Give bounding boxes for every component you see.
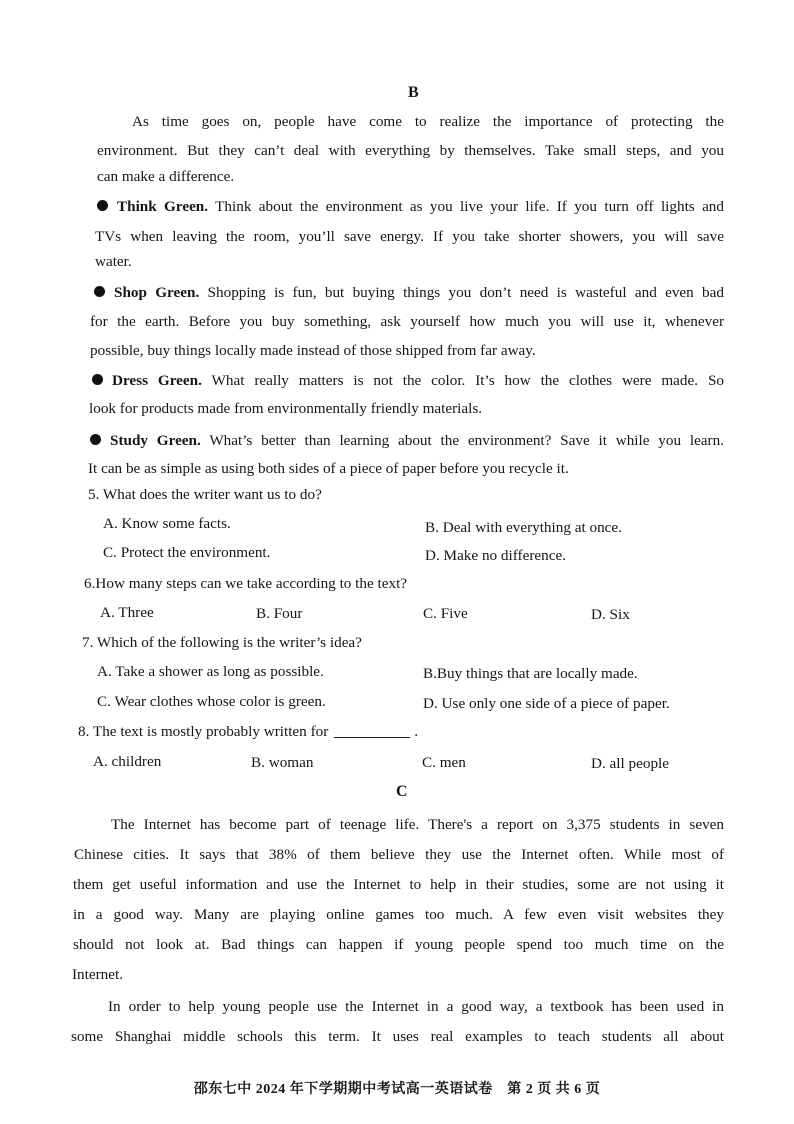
bullet-icon [94, 286, 105, 297]
tip-study-green-line-2: It can be as simple as using both sides of a piece of paper before you recycle it. [88, 460, 569, 477]
q6-option-d: D. Six [591, 606, 630, 623]
q5-option-a: A. Know some facts. [103, 515, 231, 532]
tip-study-green [90, 431, 724, 451]
tip-shop-green [94, 283, 724, 303]
bullet-icon [90, 434, 101, 445]
section-c-p2-line-1: In order to help young people use the Internet in a good way, a textbook has been used in [108, 998, 724, 1015]
q7-option-d: D. Use only one side of a piece of paper. [423, 695, 670, 712]
section-c-p1-line-5: should not look at. Bad things can happen if young people spend too much time on the [73, 936, 724, 953]
q6-option-b: B. Four [256, 605, 303, 622]
q7-option-b: B.Buy things that are locally made. [423, 665, 638, 682]
section-c-p2-line-2: some Shanghai middle schools this term. It uses real examples to teach students all about [71, 1028, 724, 1045]
q8-option-b: B. woman [251, 754, 314, 771]
question-7-stem: 7. Which of the following is the writer’s idea? [82, 634, 362, 651]
tip-think-green [97, 197, 724, 217]
question-6-stem: 6.How many steps can we take according to the text? [84, 575, 408, 592]
q7-option-c: C. Wear clothes whose color is green. [97, 693, 326, 710]
q8-stem-end: . [414, 723, 419, 740]
tip-title: Dress Green. [112, 372, 202, 389]
section-b-heading: B [408, 84, 419, 101]
tip-dress-green [92, 371, 724, 391]
tip-text: Think about the environment as you live your life. If you turn off lights and [208, 198, 724, 215]
tip-title: Think Green. [117, 198, 209, 215]
q7-option-a: A. Take a shower as long as possible. [97, 663, 324, 680]
q8-option-d: D. all people [591, 755, 670, 772]
tip-title: Shop Green. [114, 284, 200, 301]
section-c-p1-line-6: Internet. [72, 966, 124, 983]
tip-shop-green-line-3: possible, buy things locally made instead of those shipped from far away. [90, 342, 536, 359]
q6-option-a: A. Three [100, 604, 154, 621]
tip-title: Study Green. [110, 432, 201, 449]
q8-option-c: C. men [422, 754, 466, 771]
intro-line-1: As time goes on, people have come to realize the importance of protecting the [132, 113, 724, 130]
tip-think-green-line-3: water. [95, 253, 132, 270]
q6-option-c: C. Five [423, 605, 468, 622]
q5-option-b: B. Deal with everything at once. [425, 519, 622, 536]
section-c-heading: C [396, 783, 408, 800]
q8-option-a: A. children [93, 753, 162, 770]
answer-blank [334, 723, 410, 738]
tip-text: Shopping is fun, but buying things you don’t need is wasteful and even bad [199, 284, 724, 301]
page-footer: 邵东七中 2024 年下学期期中考试高一英语试卷 第 2 页 共 6 页 [193, 1082, 601, 1097]
q5-option-d: D. Make no difference. [425, 547, 566, 564]
question-8-stem [78, 722, 418, 742]
section-c-p1-line-1: The Internet has become part of teenage life. There's a report on 3,375 students in seven [111, 816, 724, 833]
q5-option-c: C. Protect the environment. [103, 544, 271, 561]
tip-dress-green-line-2: look for products made from environmentally friendly materials. [89, 400, 483, 417]
question-5-stem: 5. What does the writer want us to do? [88, 486, 322, 503]
bullet-icon [92, 374, 103, 385]
intro-line-3: can make a difference. [97, 168, 235, 185]
tip-shop-green-line-2: for the earth. Before you buy something, ask yourself how much you will use it, whenever [90, 313, 724, 330]
section-c-p1-line-3: them get useful information and use the Internet to help in their studies, some are not using it [73, 876, 724, 893]
section-c-p1-line-2: Chinese cities. It says that 38% of them believe they use the Internet often. While most of [74, 846, 724, 863]
tip-text: What’s better than learning about the environment? Save it while you learn. [200, 432, 725, 449]
tip-think-green-line-2: TVs when leaving the room, you’ll save energy. If you take shorter showers, you will save [95, 228, 724, 245]
section-c-p1-line-4: in a good way. Many are playing online games too much. A few even visit websites they [73, 906, 724, 923]
tip-text: What really matters is not the color. It’s how the clothes were made. So [201, 372, 724, 389]
q8-stem-text: 8. The text is mostly probably written for [78, 723, 329, 740]
bullet-icon [97, 200, 108, 211]
intro-line-2: environment. But they can’t deal with everything by themselves. Take small steps, and you [97, 142, 724, 159]
